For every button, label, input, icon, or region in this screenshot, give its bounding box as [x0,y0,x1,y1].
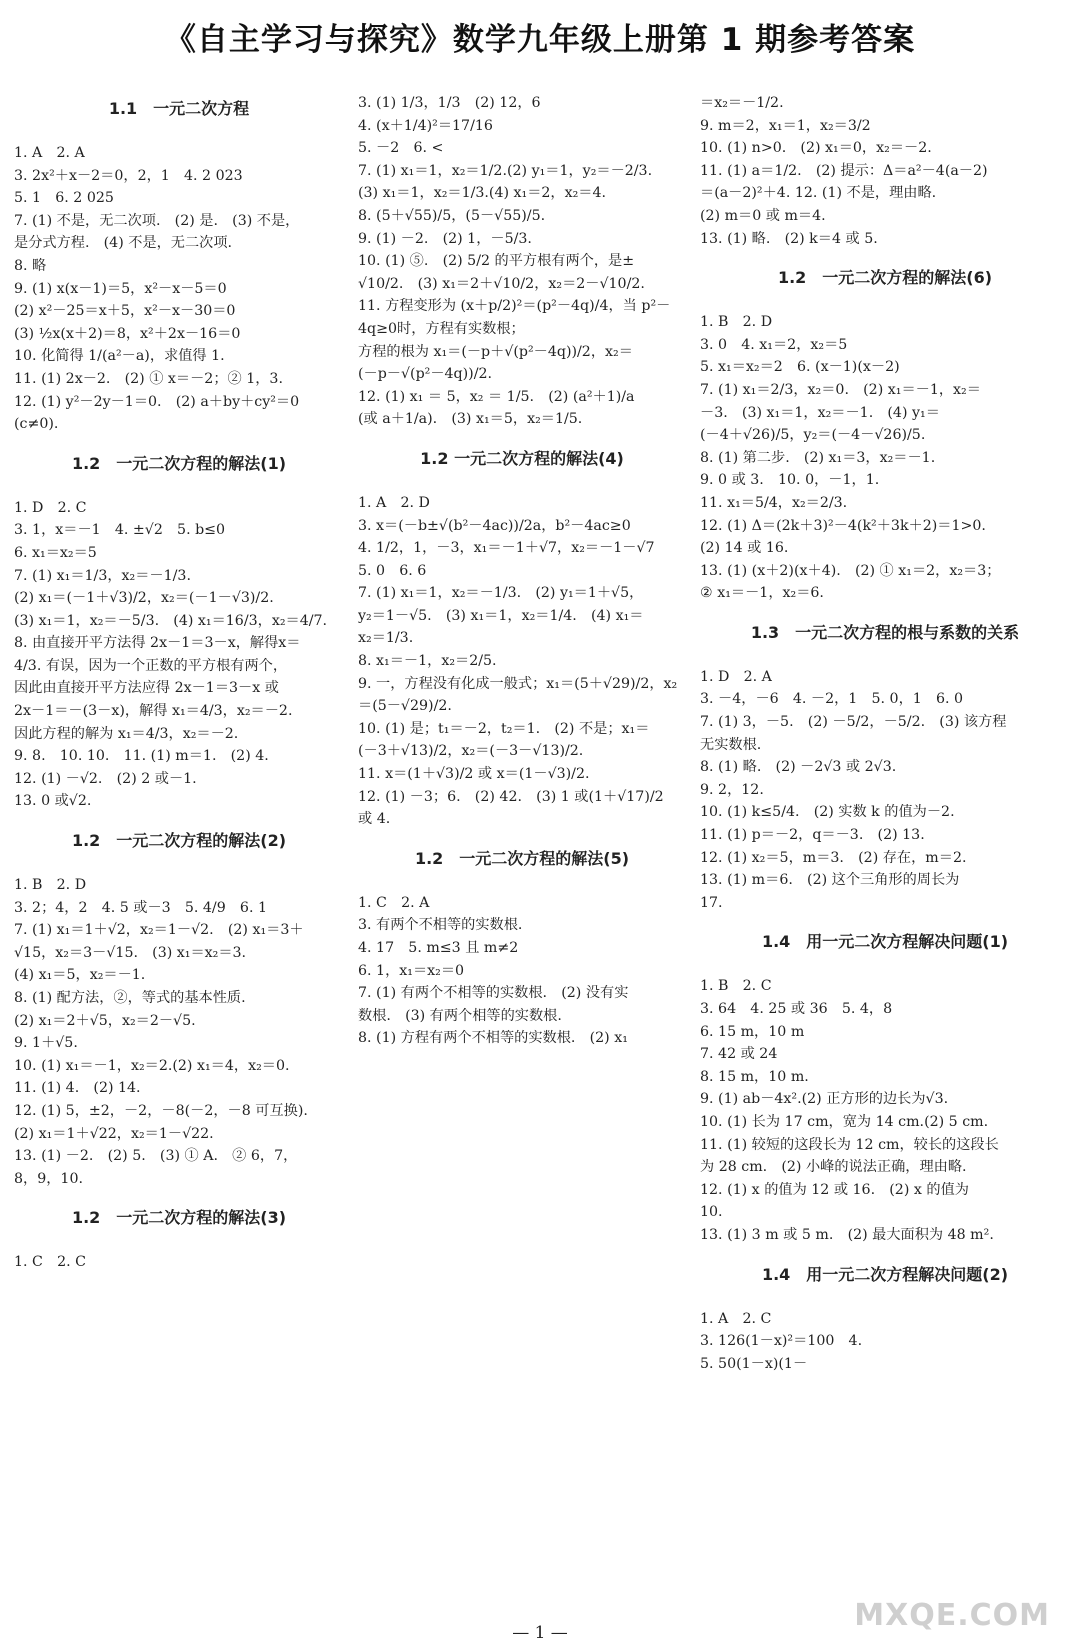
answer-line: 5. －2 6. < [358,140,444,157]
answer-line: 10. (1) 是；t₁＝－2，t₂＝1. (2) 不是；x₁＝ [358,720,650,737]
answer-line: 11. x＝(1＋√3)/2 或 x＝(1－√3)/2. [358,766,590,783]
answer-line: 4. (x＋1/4)²＝17/16 [358,117,493,134]
answer-line: 1. D 2. A [700,668,772,685]
answer-line: 8. 15 m，10 m. [700,1068,809,1085]
answer-line: 12. (1) 5，±2，－2，－8(－2，－8 可互换). [14,1102,308,1119]
page-title: 《自主学习与探究》数学九年级上册第 1 期参考答案 [164,22,916,58]
answer-line: 4/3. 有误，因为一个正数的平方根有两个， [14,657,288,674]
answer-line: 11. 方程变形为 (x＋p/2)²＝(p²－4q)/4，当 p²－ [358,298,671,315]
answer-line: 2x－1＝－(3－x)，解得 x₁＝4/3，x₂＝－2. [14,703,293,720]
answer-line: (2) x²－25＝x＋5，x²－x－30＝0 [14,303,236,320]
answer-line: 10. (1) 长为 17 cm，宽为 14 cm.(2) 5 cm. [700,1113,989,1130]
answer-line: 8. 由直接开平方法得 2x－1＝3－x，解得x＝ [14,635,301,652]
answer-line: 11. x₁＝5/4，x₂＝2/3. [700,494,848,511]
answer-line: (2) m＝0 或 m＝4. [700,207,826,224]
answer-line: (c≠0). [14,416,59,433]
answer-line: 3. 有两个不相等的实数根. [358,917,523,934]
answer-line: √15，x₂＝3－√15. (3) x₁＝x₂＝3. [14,944,247,961]
answer-line: 9. 8. 10. 10. 11. (1) m＝1. (2) 4. [14,748,269,765]
answer-line: 3. 0 4. x₁＝2，x₂＝5 [700,336,848,353]
answer-line: 9. 1＋√5. [14,1035,78,1052]
answer-line: 10. 化简得 1/(a²－a)，求值得 1. [14,348,225,365]
answer-line: 5. x₁＝x₂＝2 6. (x－1)(x－2) [700,359,900,376]
answer-line: 8. 略 [14,257,47,274]
answer-line: 13. (1) m＝6. (2) 这个三角形的周长为 [700,872,960,889]
answer-line: 13. (1) 3 m 或 5 m. (2) 最大面积为 48 m². [700,1226,994,1243]
answer-line: 或 4. [358,811,391,828]
answer-line: (－3＋√13)/2，x₂＝(－3－√13)/2. [358,743,584,760]
answer-line: 1. D 2. C [14,499,87,516]
answer-column [358,92,686,1050]
answer-line: 6. 15 m，10 m [700,1023,805,1040]
answer-line: x₂＝1/3. [358,630,414,647]
answer-line: 9. 一，方程没有化成一般式；x₁＝(5＋√29)/2，x₂ [358,675,678,692]
section-heading: 1.4 用一元二次方程解决问题(1) [761,932,1009,952]
answer-line: 9. (1) ab－4x².(2) 正方形的边长为√3. [700,1091,949,1108]
answer-line: 8. x₁＝－1，x₂＝2/5. [358,653,497,670]
section-heading: 1.2 一元二次方程的解法(5) [414,848,630,868]
answer-line: 10. [700,1204,723,1221]
answer-line: ＝(5－√29)/2. [358,698,452,715]
answer-line: 9. 2，12. [700,781,764,798]
answer-line: 13. (1) 略. (2) k＝4 或 5. [700,230,878,247]
answer-line: 4q≥0时，方程有实数根； [358,320,525,337]
answer-line: 12. (1) y²－2y－1＝0. (2) a＋by＋cy²＝0 [14,393,300,410]
answer-line: (4) x₁＝5，x₂＝－1. [14,967,146,984]
answer-line: 8. (1) 第二步. (2) x₁＝3，x₂＝－1. [700,449,936,466]
answer-line: －3. (3) x₁＝1，x₂＝－1. (4) y₁＝ [700,404,940,421]
answer-line: 10. (1) ⑤. (2) 5/2 的平方根有两个，是± [358,253,635,270]
answer-line: 3. 2x²＋x－2＝0，2，1 4. 2 023 [14,167,243,184]
answer-line: 13. (1) (x＋2)(x＋4). (2) ① x₁＝2，x₂＝3； [700,562,1001,579]
answer-line: 5. 0 6. 6 [358,562,427,579]
answer-line: 10. (1) n>0. (2) x₁＝0，x₂＝－2. [700,140,932,157]
answer-line: ＝x₂＝－1/2. [700,95,784,111]
answer-line: 7. (1) x₁＝1/3，x₂＝－1/3. [14,567,191,584]
answer-line: (－4＋√26)/5，y₂＝(－4－√26)/5. [700,427,926,444]
answer-line: 8，9，10. [14,1170,83,1187]
answer-line: 为 28 cm. (2) 小峰的说法正确，理由略. [700,1159,967,1176]
section-heading: 1.2 一元二次方程的解法(4) [420,448,624,468]
answer-line: 7. (1) x₁＝2/3，x₂＝0. (2) x₁＝－1，x₂＝ [700,381,981,398]
answer-line: 1. A 2. C [700,1310,772,1327]
answer-line: 6. 1，x₁＝x₂＝0 [358,962,465,979]
answer-line: 1. C 2. C [14,1254,86,1271]
answer-line: 因此方程的解为 x₁＝4/3，x₂＝－2. [14,725,239,742]
answer-line: 3. 2；4，2 4. 5 或－3 5. 4/9 6. 1 [14,899,267,916]
answer-line: (2) x₁＝(－1＋√3)/2，x₂＝(－1－√3)/2. [14,590,274,607]
answer-line: 7. 42 或 24 [700,1046,778,1063]
answer-column [700,92,1070,1375]
answer-line: 11. (1) 4. (2) 14. [14,1080,141,1097]
answer-line: (2) x₁＝2＋√5，x₂＝2－√5. [14,1012,196,1029]
answer-column [14,92,344,1274]
answer-line: 12. (1) x₁ ＝ 5，x₂ ＝ 1/5. (2) (a²＋1)/a [358,388,635,405]
answer-line: 3. 1，x＝－1 4. ±√2 5. b≤0 [14,522,226,539]
answer-line: 7. (1) 3，－5. (2) －5/2，－5/2. (3) 该方程 [700,714,1007,731]
answer-line: 1. B 2. D [14,877,87,894]
answer-line: ＝(a－2)²＋4. 12. (1) 不是，理由略. [700,185,937,202]
answer-line: 11. (1) p＝－2，q＝－3. (2) 13. [700,827,925,844]
answer-line: 8. (1) 配方法，②，等式的基本性质. [14,990,246,1006]
answer-line: 12. (1) x 的值为 12 或 16. (2) x 的值为 [700,1181,969,1198]
answer-line: 6. x₁＝x₂＝5 [14,544,97,561]
answer-line: 9. (1) x(x－1)＝5，x²－x－5＝0 [14,280,227,297]
section-heading: 1.2 一元二次方程的解法(1) [71,453,287,473]
answer-line: 8. (1) 方程有两个不相等的实数根. (2) x₁ [358,1030,628,1047]
answer-line: 数根. (3) 有两个相等的实数根. [358,1007,562,1024]
answer-line: 9. 0 或 3. 10. 0，－1，1. [700,472,880,489]
answer-line: 5. 50(1－x)(1－ [700,1355,808,1372]
answer-line: (2) x₁＝1＋√22，x₂＝1－√22. [14,1125,214,1142]
answer-line: 7. (1) 有两个不相等的实数根. (2) 没有实 [358,985,629,1002]
answer-line: 12. (1) Δ＝(2k＋3)²－4(k²＋3k＋2)＝1>0. [700,517,986,534]
answer-line: 13. 0 或√2. [14,793,92,810]
answer-line: 12. (1) －√2. (2) 2 或－1. [14,770,197,787]
answer-line: 11. (1) 较短的这段长为 12 cm，较长的这段长 [700,1136,999,1153]
section-heading: 1.2 一元二次方程的解法(3) [71,1208,287,1228]
answer-line: √10/2. (3) x₁＝2＋√10/2，x₂＝2－√10/2. [358,275,645,292]
answer-line: 无实数根. [700,736,762,753]
answer-line: 7. (1) x₁＝1＋√2，x₂＝1－√2. (2) x₁＝3＋ [14,922,304,939]
section-heading: 1.3 一元二次方程的根与系数的关系 [750,622,1020,642]
answer-line: y₂＝1－√5. (3) x₁＝1，x₂＝1/4. (4) x₁＝ [358,607,644,624]
answer-line: 1. B 2. C [700,978,772,995]
answer-line: 3. 64 4. 25 或 36 5. 4，8 [700,1001,893,1017]
section-heading: 1.2 一元二次方程的解法(2) [71,831,287,851]
answer-line: 3. (1) 1/3，1/3 (2) 12，6 [358,95,541,111]
answer-line: 是分式方程. (4) 不是，无二次项. [14,235,233,252]
answer-line: 11. (1) a＝1/2. (2) 提示：Δ＝a²－4(a－2) [700,162,988,179]
answer-line: 4. 17 5. m≤3 且 m≠2 [358,940,519,956]
answer-line: 17. [700,894,723,911]
answer-line: 13. (1) －2. (2) 5. (3) ① A. ② 6，7， [14,1148,298,1165]
answer-line: 7. (1) x₁＝1，x₂＝1/2.(2) y₁＝1，y₂＝－2/3. [358,162,653,179]
answer-line: (－p－√(p²－4q))/2. [358,366,493,383]
answer-line: 3. 126(1－x)²＝100 4. [700,1333,863,1350]
answer-line: 12. (1) －3；6. (2) 42. (3) 1 或(1＋√17)/2 [358,788,664,805]
answer-line: 3. x＝(－b±√(b²－4ac))/2a，b²－4ac≥0 [358,517,631,534]
answer-line: 8. (5＋√55)/5，(5－√55)/5. [358,207,546,224]
section-heading: 1.4 用一元二次方程解决问题(2) [761,1264,1009,1284]
answer-line: (3) ½x(x＋2)＝8，x²＋2x－16＝0 [14,325,241,342]
section-heading: 1.1 一元二次方程 [108,99,250,118]
answer-line: 1. B 2. D [700,314,773,331]
answer-line: 8. (1) 略. (2) －2√3 或 2√3. [700,759,897,776]
section-heading: 1.2 一元二次方程的解法(6) [777,268,993,288]
answer-line: 12. (1) x₂＝5，m＝3. (2) 存在，m＝2. [700,849,967,866]
answer-line: 7. (1) 不是，无二次项. (2) 是. (3) 不是， [14,212,300,229]
page-number: — 1 — [512,1623,568,1643]
answer-line: (3) x₁＝1，x₂＝－5/3. (4) x₁＝16/3，x₂＝4/7. [14,612,328,629]
answer-line: 1. A 2. D [358,494,430,511]
answer-line: 10. (1) x₁＝－1，x₂＝2.(2) x₁＝4，x₂＝0. [14,1057,290,1074]
answer-line: 7. (1) x₁＝1，x₂＝－1/3. (2) y₁＝1＋√5， [358,585,644,602]
answer-line: 4. 1/2，1，－3，x₁＝－1＋√7，x₂＝－1－√7 [358,540,655,557]
answer-line: (或 a＋1/a). (3) x₁＝5，x₂＝1/5. [358,411,583,428]
answer-line: (2) 14 或 16. [700,540,789,557]
answer-line: 3. －4，－6 4. －2，1 5. 0，1 6. 0 [700,691,964,708]
answer-line: 因此由直接开平方法应得 2x－1＝3－x 或 [14,680,279,697]
watermark: MXQE.COM [854,1598,1050,1633]
answer-line: (3) x₁＝1，x₂＝1/3.(4) x₁＝2，x₂＝4. [358,185,607,202]
answer-line: ② x₁＝－1，x₂＝6. [700,585,824,602]
answer-line: 10. (1) k≤5/4. (2) 实数 k 的值为－2. [700,804,955,821]
answer-line: 9. (1) －2. (2) 1，－5/3. [358,230,532,247]
answer-line: 11. (1) 2x－2. (2) ① x＝－2；② 1，3. [14,370,283,387]
answer-line: 9. m＝2，x₁＝1，x₂＝3/2 [700,117,871,134]
answer-line: 1. C 2. A [358,894,430,911]
answer-line: 方程的根为 x₁＝(－p＋√(p²－4q))/2，x₂＝ [358,343,633,360]
answer-line: 5. 1 6. 2 025 [14,190,114,207]
answer-line: 1. A 2. A [14,145,85,161]
